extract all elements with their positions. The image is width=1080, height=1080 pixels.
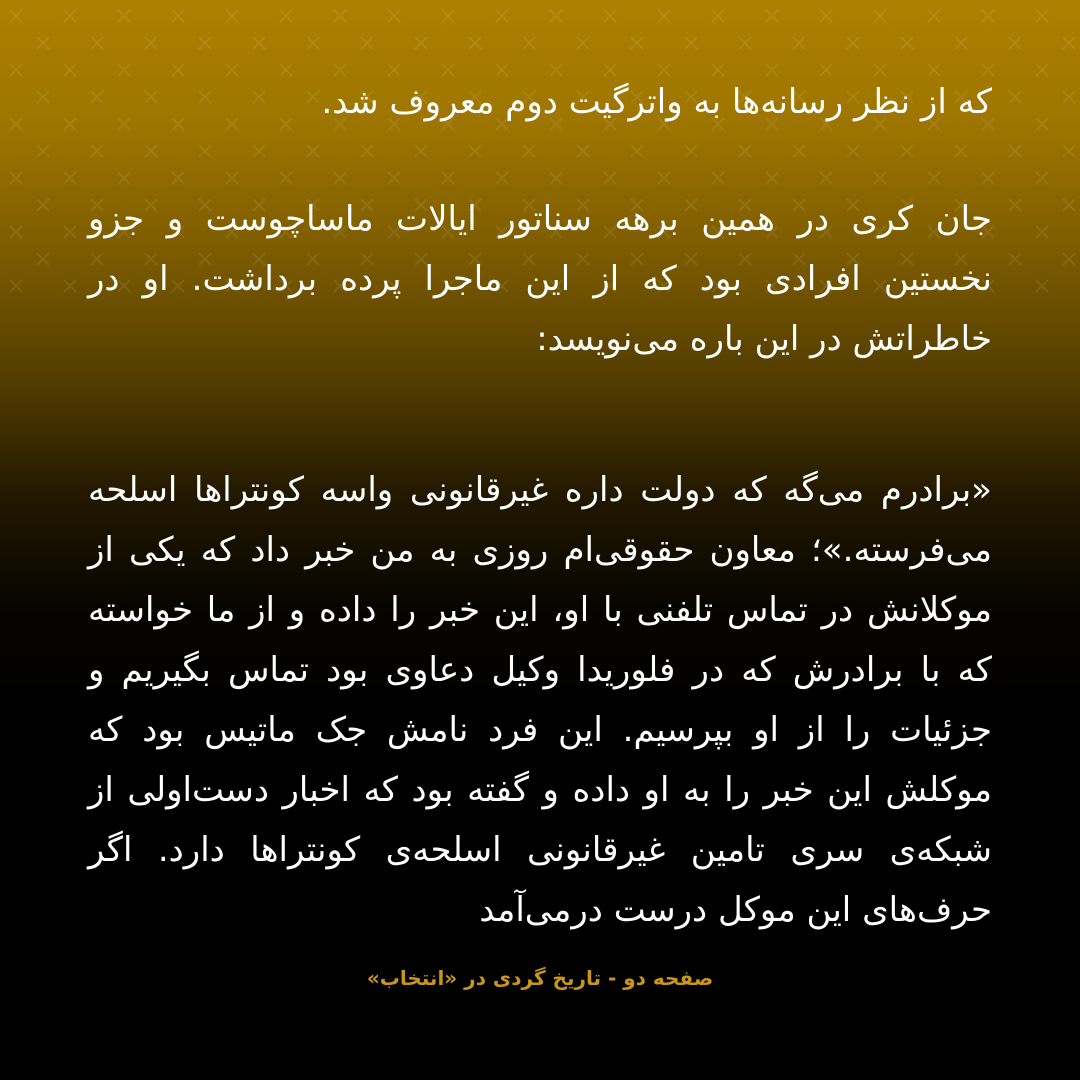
paragraph-intro: که از نظر رسانه‌ها به واترگیت دوم معروف شد. [321,82,992,122]
paragraph-john-kerry: جان کری در همین برهه سناتور ایالات ماساچوست و جزو نخستین افرادی بود که از این ماجرا پرده برداشت. او در خاطراتش در این باره می‌نویسد: [88,199,992,359]
paragraph-quote: «برادرم می‌گه که دولت داره غیرقانونی واسه کونتراها اسلحه می‌فرسته.»؛ معاون حقوقی‌ام روزی به من خبر داد که یکی از موکلانش در تماس تلفنی با او، این خبر را داده و از ما خواسته که با برادرش که در فلوریدا وکیل دعاوی بود تماس بگیریم و جزئیات را از او بپرسیم. این فرد نامش جک ماتیس بود که موکلش این خبر را به او داده و گفته بود که اخبار دست‌اولی از شبکه‌ی سری تامین غیرقانونی اسلحه‌ی کونتراها دارد. اگر حرف‌های این موکل درست درمی‌آمد [88,470,992,930]
footer-caption: صفحه دو - تاریخ گردی در «انتخاب» [366,966,714,990]
